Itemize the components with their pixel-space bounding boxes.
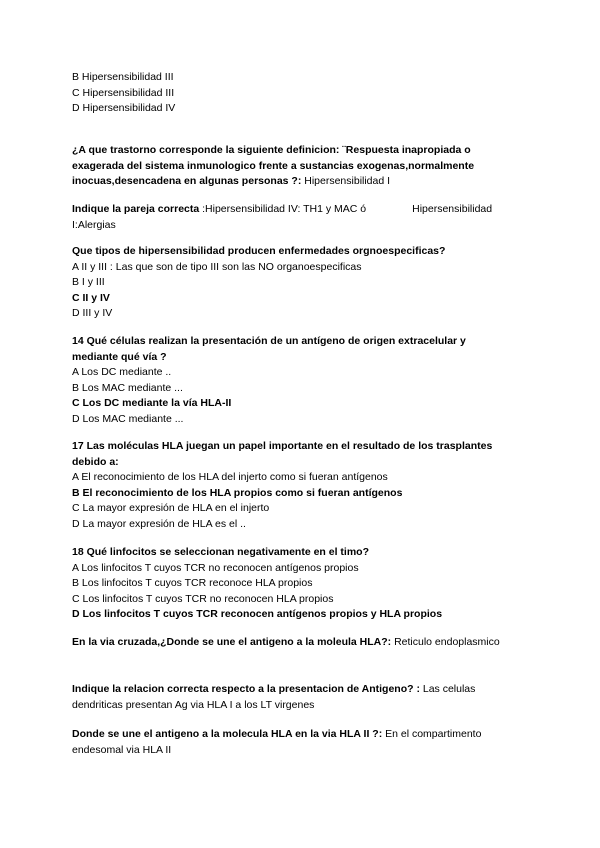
option-b: B Los MAC mediante ...	[72, 381, 183, 394]
answer-text: dendriticas presentan Ag via HLA I a los LT virgenes	[72, 698, 315, 711]
option-b-correct: B El reconocimiento de los HLA propios como si fueran antígenos	[72, 486, 403, 499]
option-b: B I y III	[72, 276, 105, 288]
answer-text: endesomal via HLA II	[72, 743, 172, 756]
question-line: ¿A que trastorno corresponde la siguiente definicion: ¨Respuesta inapropiada o	[72, 144, 471, 156]
option-d-correct: D Los linfocitos T cuyos TCR reconocen antígenos propios y HLA propios	[72, 608, 443, 620]
option-a: A El reconocimiento de los HLA del injerto como si fueran antígenos	[72, 471, 388, 483]
option-d: D La mayor expresión de HLA es el ..	[72, 517, 246, 530]
answer-text: Reticulo endoplasmico	[391, 636, 500, 648]
question-line: exagerada del sistema inmunologico frente a sustancias exogenas,normalmente	[72, 159, 475, 172]
answer-text: :Hipersensibilidad IV: TH1 y MAC ó	[199, 203, 367, 215]
question-text: En la via cruzada,¿Donde se une el antigeno a la moleula HLA?:	[72, 636, 392, 648]
question-line: inocuas,desencadena en algunas personas ?:	[72, 175, 302, 187]
question-text: Indique la pareja correcta	[72, 203, 200, 215]
question-text: Indique la relacion correcta respecto a la presentacion de Antigeno? :	[72, 683, 420, 695]
question-14	[72, 334, 532, 427]
question-tipos	[72, 244, 532, 322]
option-c: C Hipersensibilidad III	[72, 86, 175, 99]
question-17	[72, 439, 532, 532]
answer-text: I:Alergias	[72, 218, 116, 231]
option-d: D Los MAC mediante ...	[72, 412, 184, 425]
option-a: A Los linfocitos T cuyos TCR no reconocen antígenos propios	[72, 561, 359, 574]
question-line: debido a:	[72, 455, 119, 468]
question-line: 17 Las moléculas HLA juegan un papel importante en el resultado de los trasplantes	[72, 440, 493, 452]
option-c: C La mayor expresión de HLA en el injerto	[72, 502, 270, 514]
answer-text: Hipersensibilidad I	[301, 175, 391, 187]
question-text: Que tipos de hipersensibilidad producen enfermedades orgnoespecificas?	[72, 245, 446, 257]
option-c-correct: C Los DC mediante la vía HLA-II	[72, 397, 232, 409]
question-definition	[72, 143, 532, 190]
option-d: D III y IV	[72, 307, 113, 319]
option-c: C Los linfocitos T cuyos TCR no reconocen HLA propios	[72, 592, 334, 605]
question-via-cruzada	[72, 635, 532, 651]
option-d: D Hipersensibilidad IV	[72, 102, 176, 114]
question-line: mediante qué vía ?	[72, 350, 167, 363]
question-line: 18 Qué linfocitos se seleccionan negativamente en el timo?	[72, 546, 370, 558]
question-text: Donde se une el antigeno a la molecula HLA en la via HLA II ?:	[72, 728, 383, 740]
question-pair	[72, 202, 532, 233]
question-line: 14 Qué células realizan la presentación de un antígeno de origen extracelular y	[72, 335, 466, 347]
question-via-hla-ii	[72, 727, 532, 758]
answer-text: En el compartimento	[382, 728, 482, 740]
option-b: B Los linfocitos T cuyos TCR reconoce HLA propios	[72, 577, 313, 589]
option-c-correct: C II y IV	[72, 291, 110, 304]
question-18	[72, 545, 532, 623]
answer-text: Las celulas	[419, 683, 476, 695]
option-a: A Los DC mediante ..	[72, 366, 172, 378]
option-b: B Hipersensibilidad III	[72, 71, 174, 83]
option-a: A II y III : Las que son de tipo III son las NO organoespecificas	[72, 260, 362, 273]
question-relacion	[72, 682, 532, 713]
previous-question-options	[72, 70, 532, 117]
answer-text: Hipersensibilidad	[412, 203, 493, 215]
